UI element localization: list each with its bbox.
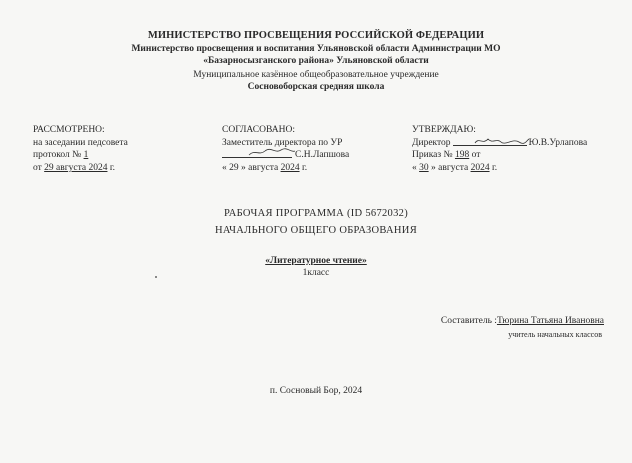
agreed-date-prefix: « 29 » августа xyxy=(222,162,281,173)
protocol-label: протокол № xyxy=(33,150,84,161)
ministry-heading: МИНИСТЕРСТВО ПРОСВЕЩЕНИЯ РОССИЙСКОЙ ФЕДЕРАЦИИ xyxy=(147,30,485,41)
approved-date-suffix: г. xyxy=(489,162,498,173)
approved-order xyxy=(412,149,587,162)
date-prefix: от xyxy=(33,162,45,173)
subject-name: «Литературное чтение» xyxy=(265,256,367,266)
approved-year: 2024 xyxy=(470,162,490,173)
order-number: 198 xyxy=(454,150,470,161)
place-year: п. Сосновый Бор, 2024 xyxy=(269,386,363,396)
order-suffix: от xyxy=(469,150,481,161)
order-label: Приказ № xyxy=(412,150,455,161)
agreed-position: Заместитель директора по УР xyxy=(222,137,343,148)
director-label: Директор xyxy=(412,137,451,148)
director-signature xyxy=(473,136,531,146)
date-value: 29 августа 2024 xyxy=(44,162,108,173)
approved-date xyxy=(412,162,587,175)
agreed-date xyxy=(222,162,349,175)
considered-protocol xyxy=(33,149,128,162)
institution-type: Муниципальное казённое общеобразовательное учреждение xyxy=(193,70,439,80)
considered-title: РАССМОТРЕНО: xyxy=(33,125,105,135)
program-title: РАБОЧАЯ ПРОГРАММА (ID 5672032) xyxy=(223,208,408,219)
considered-date xyxy=(33,162,128,175)
district-name: «Базарносызганского района» Ульяновской области xyxy=(203,56,429,66)
considered-line1: на заседании педсовета xyxy=(33,137,128,148)
agreed-date-suffix: г. xyxy=(299,162,308,173)
approved-date-open: « xyxy=(412,162,420,173)
agreed-year: 2024 xyxy=(280,162,300,173)
author-label: Составитель : xyxy=(440,316,497,326)
approved-title: УТВЕРЖДАЮ: xyxy=(412,125,476,135)
date-suffix: г. xyxy=(107,162,116,173)
author-name: Тюрина Татьяна Ивановна xyxy=(496,316,604,326)
grade-level: 1класс xyxy=(302,268,330,278)
regional-ministry: Министерство просвещения и воспитания Ульяновской области Администрации МО xyxy=(131,44,501,54)
approved-block xyxy=(412,124,587,174)
protocol-number: 1 xyxy=(83,150,89,161)
approved-day: 30 xyxy=(419,162,429,173)
agreed-title: СОГЛАСОВАНО: xyxy=(222,125,295,135)
stray-mark xyxy=(155,276,157,278)
education-level: НАЧАЛЬНОГО ОБЩЕГО ОБРАЗОВАНИЯ xyxy=(214,225,417,236)
agreed-name: С.Н.Лапшова xyxy=(295,150,350,161)
considered-block xyxy=(33,124,128,174)
director-name: Ю.В.Урлапова xyxy=(528,137,588,148)
author-role: учитель начальных классов xyxy=(508,330,602,339)
approved-date-mid: » августа xyxy=(428,162,471,173)
school-name: Сосновоборская средняя школа xyxy=(247,82,385,92)
author-line xyxy=(441,316,604,326)
deputy-signature xyxy=(247,147,297,157)
